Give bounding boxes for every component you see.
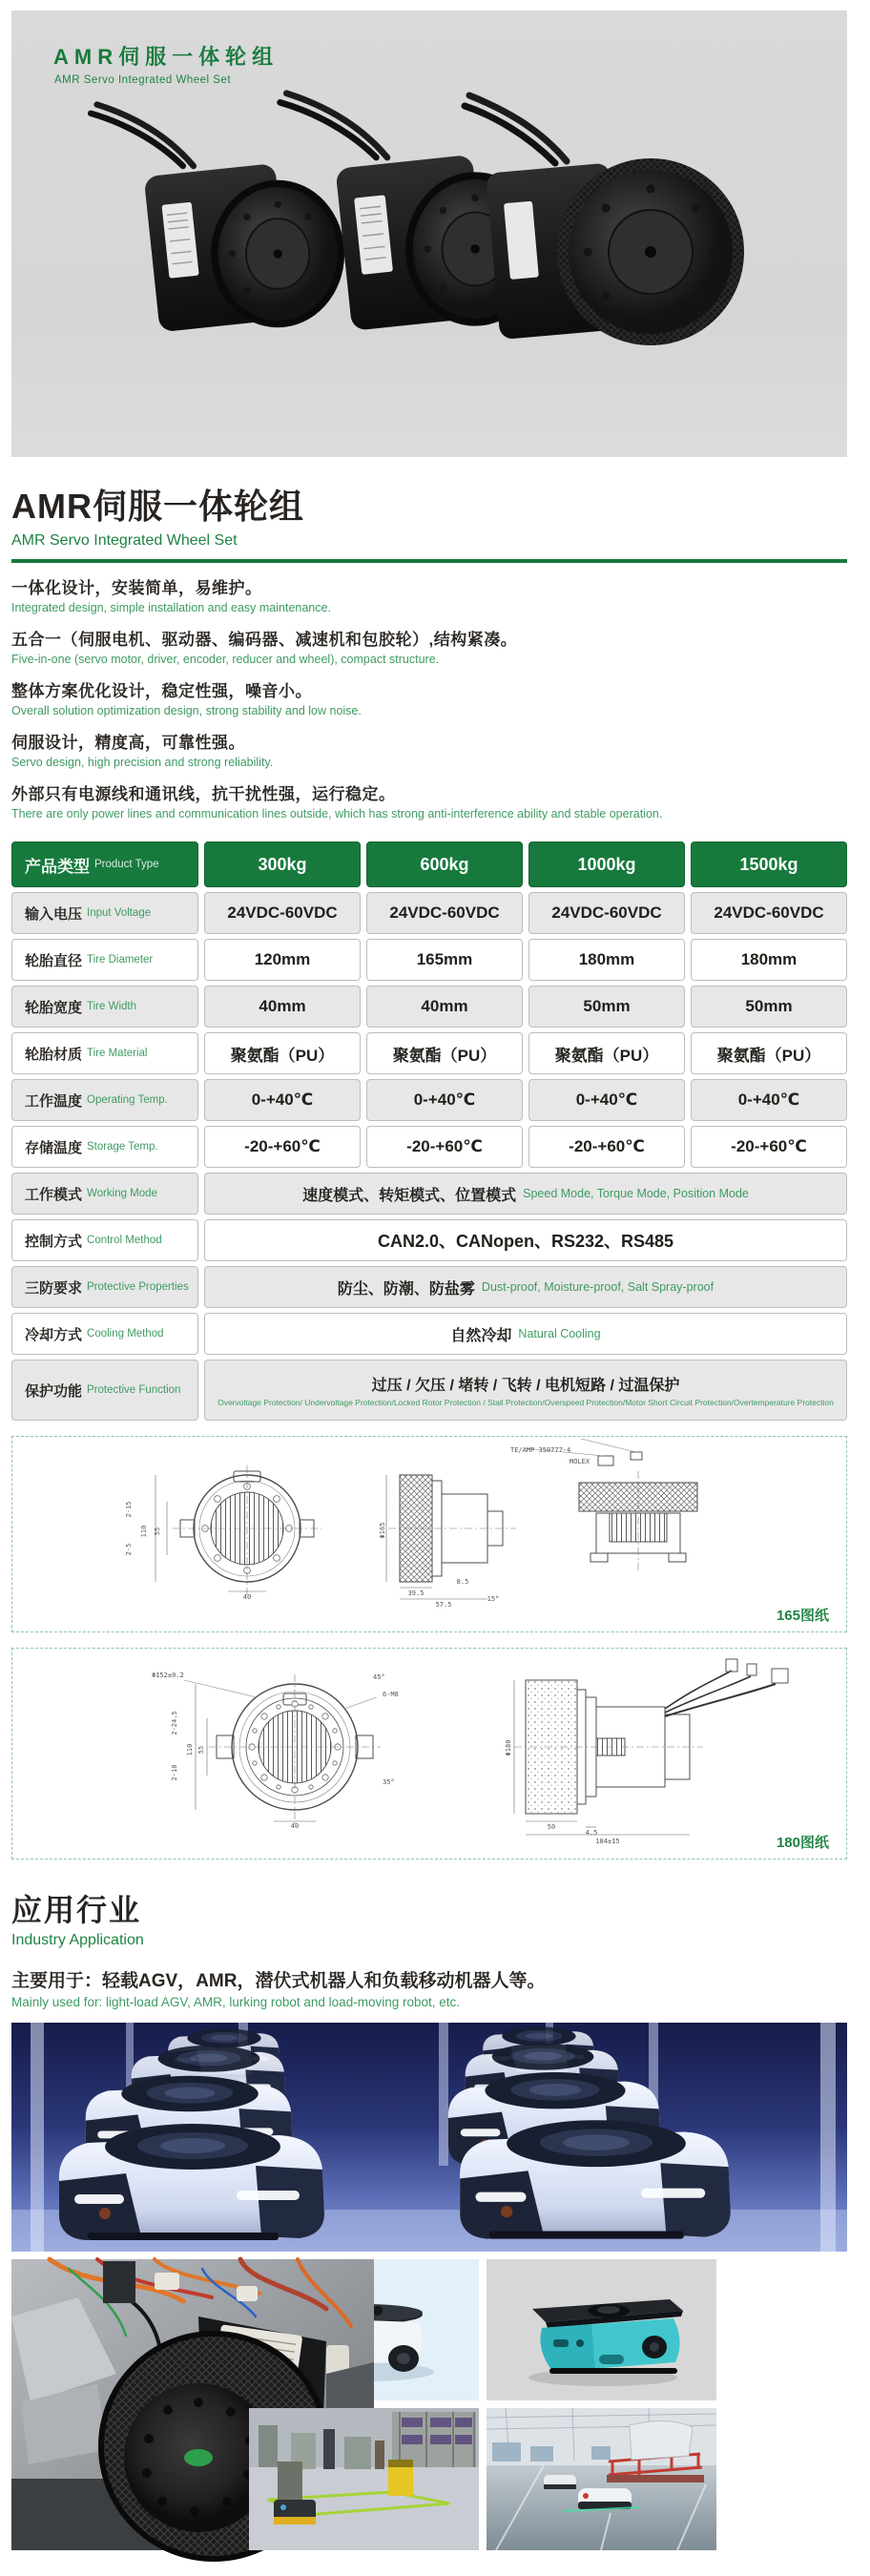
row-label-zh: 冷却方式: [25, 1326, 83, 1343]
drawing-label-165: 165图纸: [776, 1608, 829, 1624]
value: -20-+60℃: [569, 1137, 645, 1155]
spec-col-1000kg: [528, 841, 685, 887]
row-label-zh: 轮胎材质: [25, 1046, 83, 1063]
value-cell: [691, 986, 847, 1028]
dim-label: 2-24.5: [171, 1711, 178, 1735]
banner-subtitle: AMR Servo Integrated Wheel Set: [54, 74, 232, 86]
dim-label: 50: [547, 1823, 556, 1831]
drawing-165-svg: [18, 1443, 854, 1607]
row-label-en: Storage Temp.: [87, 1141, 158, 1153]
row-label: [11, 939, 198, 981]
row-label: [11, 1219, 198, 1261]
col-head-label: 600kg: [420, 854, 469, 874]
value: 0-+40℃: [251, 1091, 314, 1109]
span-value-en: Speed Mode, Torque Mode, Position Mode: [523, 1187, 749, 1200]
spec-row-tire-diameter: [11, 939, 847, 981]
row-label-en: Working Mode: [87, 1188, 157, 1199]
value: 0-+40℃: [575, 1091, 638, 1109]
spec-header-row: [11, 841, 847, 887]
spec-row-input-voltage: [11, 892, 847, 934]
row-label-en: Control Method: [87, 1235, 162, 1246]
value-cell: [366, 892, 523, 934]
spec-row-tire-width: [11, 986, 847, 1028]
value: 50mm: [583, 997, 631, 1015]
dim-label: 45°: [373, 1673, 385, 1681]
span-value-zh: 过压 / 欠压 / 堵转 / 飞转 / 电机短路 / 过温保护: [371, 1378, 680, 1394]
value: 120mm: [254, 950, 311, 968]
feature-zh: 伺服设计，精度高，可靠性强。: [11, 734, 245, 752]
product-photo-wheels: [11, 77, 870, 457]
value: 聚氨酯（PU）: [230, 1046, 335, 1065]
dim-label: 40: [290, 1822, 300, 1830]
page-subtitle: AMR Servo Integrated Wheel Set: [11, 532, 238, 549]
spec-row-working-mode: [11, 1173, 847, 1215]
intro-section: [0, 480, 859, 550]
row-label-zh: 三防要求: [25, 1279, 83, 1297]
application-desc-en: Mainly used for: light-load AGV, AMR, lurking robot and load-moving robot, etc.: [11, 1995, 460, 2009]
value-cell: [691, 1032, 847, 1074]
value: 24VDC-60VDC: [714, 904, 824, 922]
value-cell: [204, 1126, 361, 1168]
feature-zh: 整体方案优化设计，稳定性强，噪音小。: [11, 682, 312, 700]
photo-agv-teal-robot: [487, 2259, 847, 2400]
feature-zh: 五合一（伺服电机、驱动器、编码器、减速机和包胶轮）,结构紧凑。: [11, 631, 518, 649]
value-cell: [366, 1032, 523, 1074]
row-label-zh: 轮胎直径: [25, 952, 83, 969]
photo-warehouse-agv: [249, 2408, 479, 2550]
span-value-zh: 自然冷却: [450, 1327, 512, 1344]
row-label-zh: 工作温度: [25, 1092, 83, 1110]
span-value-cell: [204, 1313, 847, 1355]
spec-row-storage-temp: [11, 1126, 847, 1168]
row-label-en: Protective Properties: [87, 1281, 189, 1293]
value: 40mm: [259, 997, 306, 1015]
value-cell: [366, 1079, 523, 1121]
application-photo-agv-fleet: [11, 2023, 847, 2252]
col-head-label: 1000kg: [577, 854, 636, 874]
spec-col-600kg: [366, 841, 523, 887]
feature-list: [0, 563, 859, 822]
dim-label: 110: [140, 1525, 148, 1538]
value: 24VDC-60VDC: [551, 904, 662, 922]
row-label-zh: 工作模式: [25, 1186, 83, 1203]
feature-item: [11, 680, 847, 719]
header-label-en: Product Type: [94, 859, 159, 870]
row-label: [11, 986, 198, 1028]
row-label-en: Cooling Method: [87, 1328, 164, 1340]
application-subtitle: Industry Application: [11, 1932, 144, 1948]
dim-label: 55: [154, 1527, 161, 1536]
value: -20-+60℃: [731, 1137, 807, 1155]
dim-label: 57.5: [435, 1601, 452, 1609]
feature-en: Overall solution optimization design, strong stability and low noise.: [11, 704, 362, 717]
dim-label: 110: [186, 1743, 194, 1756]
value: 0-+40℃: [737, 1091, 800, 1109]
application-photo-grid: [11, 2259, 847, 2550]
span-value-zh: 防尘、防潮、防盐雾: [337, 1280, 475, 1298]
value: 165mm: [416, 950, 473, 968]
technical-drawing-180: [11, 1648, 847, 1859]
feature-item: [11, 629, 847, 668]
photo-wheel-installed-closeup: [11, 2259, 241, 2550]
drawing-label-180: 180图纸: [776, 1835, 829, 1851]
row-label: [11, 1313, 198, 1355]
feature-en: Five-in-one (servo motor, driver, encoder, reducer and wheel), compact structure.: [11, 653, 440, 666]
value-cell: [528, 986, 685, 1028]
spec-header-label: [11, 841, 198, 887]
value-cell: [528, 1079, 685, 1121]
dim-label: Φ152±0.2: [152, 1672, 184, 1679]
value-cell: [204, 986, 361, 1028]
application-title: 应用行业: [11, 1893, 142, 1927]
span-value-cell: [204, 1173, 847, 1215]
feature-item: [11, 732, 847, 771]
spec-row-cooling-method: [11, 1313, 847, 1355]
span-value-cell: [204, 1219, 847, 1261]
spec-row-protective-properties: [11, 1266, 847, 1308]
row-label-en: Protective Function: [87, 1384, 181, 1396]
row-label: [11, 1360, 198, 1421]
value-cell: [528, 1032, 685, 1074]
spec-row-control-method: [11, 1219, 847, 1261]
spec-col-1500kg: [691, 841, 847, 887]
value: 聚氨酯（PU）: [392, 1046, 497, 1065]
row-label-zh: 输入电压: [25, 905, 83, 923]
row-label: [11, 892, 198, 934]
product-banner: [11, 10, 847, 457]
product-page: [0, 10, 859, 2576]
span-value-cell: [204, 1266, 847, 1308]
value: 180mm: [578, 950, 635, 968]
dim-label: 4.5: [585, 1829, 598, 1837]
value-cell: [691, 939, 847, 981]
value-cell: [204, 939, 361, 981]
row-label: [11, 1126, 198, 1168]
dim-label: 6-M8: [383, 1691, 399, 1698]
connector-label: TE/AMP 350777-4: [510, 1446, 571, 1454]
application-desc-zh: 主要用于：轻载AGV，AMR，潜伏式机器人和负载移动机器人等。: [11, 1971, 546, 1991]
bottom-spacer: [0, 2550, 859, 2576]
value: 聚氨酯（PU）: [554, 1046, 659, 1065]
row-label: [11, 1032, 198, 1074]
dim-label: 8.5: [456, 1578, 469, 1586]
header-label-zh: 产品类型: [25, 857, 90, 876]
spec-row-tire-material: [11, 1032, 847, 1074]
row-label: [11, 1173, 198, 1215]
span-value-zh: CAN2.0、CANopen、RS232、RS485: [377, 1232, 674, 1251]
value: 24VDC-60VDC: [227, 904, 338, 922]
value-cell: [691, 1079, 847, 1121]
row-label: [11, 1266, 198, 1308]
page-title: AMR伺服一体轮组: [11, 487, 304, 526]
feature-en: Integrated design, simple installation and easy maintenance.: [11, 601, 331, 614]
row-label-zh: 控制方式: [25, 1233, 83, 1250]
value: -20-+60℃: [406, 1137, 483, 1155]
dim-label: 39.5: [407, 1589, 425, 1597]
spec-col-300kg: [204, 841, 361, 887]
value-cell: [691, 1126, 847, 1168]
feature-item: [11, 783, 847, 822]
span-value-cell: [204, 1360, 847, 1421]
row-label-en: Operating Temp.: [87, 1094, 168, 1106]
dim-label: Φ165: [379, 1522, 386, 1539]
row-label-en: Input Voltage: [87, 907, 152, 919]
dim-label: 15°: [487, 1595, 500, 1603]
value-cell: [528, 892, 685, 934]
row-label-en: Tire Diameter: [87, 954, 154, 966]
value-cell: [204, 1032, 361, 1074]
feature-zh: 外部只有电源线和通讯线，抗干扰性强，运行稳定。: [11, 785, 396, 803]
value-cell: [528, 939, 685, 981]
spec-row-protective-function: [11, 1360, 847, 1421]
technical-drawing-165: [11, 1436, 847, 1632]
banner-title: AMR伺服一体轮组: [53, 45, 280, 69]
value: 24VDC-60VDC: [389, 904, 500, 922]
value: 0-+40℃: [413, 1091, 476, 1109]
row-label-en: Tire Width: [87, 1001, 136, 1012]
value-cell: [366, 986, 523, 1028]
value: 聚氨酯（PU）: [716, 1046, 821, 1065]
row-label-zh: 轮胎宽度: [25, 999, 83, 1016]
row-label: [11, 1079, 198, 1121]
value-cell: [528, 1126, 685, 1168]
dim-label: 35°: [383, 1778, 395, 1786]
value: -20-+60℃: [244, 1137, 321, 1155]
row-label-zh: 存储温度: [25, 1139, 83, 1156]
value: 180mm: [740, 950, 798, 968]
value-cell: [691, 892, 847, 934]
value-cell: [366, 1126, 523, 1168]
row-label-zh: 保护功能: [25, 1382, 83, 1400]
value-cell: [204, 892, 361, 934]
row-label-en: Tire Material: [87, 1048, 148, 1059]
span-value-zh: 速度模式、转矩模式、位置模式: [302, 1187, 517, 1204]
col-head-label: 300kg: [258, 854, 307, 874]
col-head-label: 1500kg: [739, 854, 798, 874]
feature-en: There are only power lines and communication lines outside, which has strong anti-interference ability and stable operation.: [11, 807, 663, 821]
value: 50mm: [745, 997, 793, 1015]
span-value-en: Dust-proof, Moisture-proof, Salt Spray-proof: [481, 1280, 715, 1294]
feature-item: [11, 577, 847, 616]
dim-label: 2-10: [171, 1764, 178, 1781]
feature-en: Servo design, high precision and strong reliability.: [11, 756, 274, 769]
span-value-en: Natural Cooling: [518, 1327, 601, 1340]
spec-table: [11, 841, 847, 1421]
spec-row-operating-temp: [11, 1079, 847, 1121]
dim-label: 40: [242, 1593, 252, 1601]
value-cell: [204, 1079, 361, 1121]
dim-label: 2-5: [125, 1543, 133, 1556]
application-section: [0, 1859, 859, 2009]
dim-label: 55: [197, 1745, 205, 1755]
span-value-en: Overvoltage Protection/ Undervoltage Protection/Locked Rotor Protection / Stall Protection/Overspeed Protection/Motor Short Circuit Protection/Overtemperature Protection: [218, 1398, 834, 1407]
photo-factory-agv: [487, 2408, 847, 2550]
dim-label: Φ180: [505, 1739, 512, 1756]
value-cell: [366, 939, 523, 981]
connector-label: MOLEX: [570, 1458, 590, 1465]
feature-zh: 一体化设计，安装简单，易维护。: [11, 579, 262, 597]
dim-label: 184±15: [595, 1838, 620, 1845]
value: 40mm: [421, 997, 468, 1015]
dim-label: 2-15: [125, 1501, 133, 1518]
